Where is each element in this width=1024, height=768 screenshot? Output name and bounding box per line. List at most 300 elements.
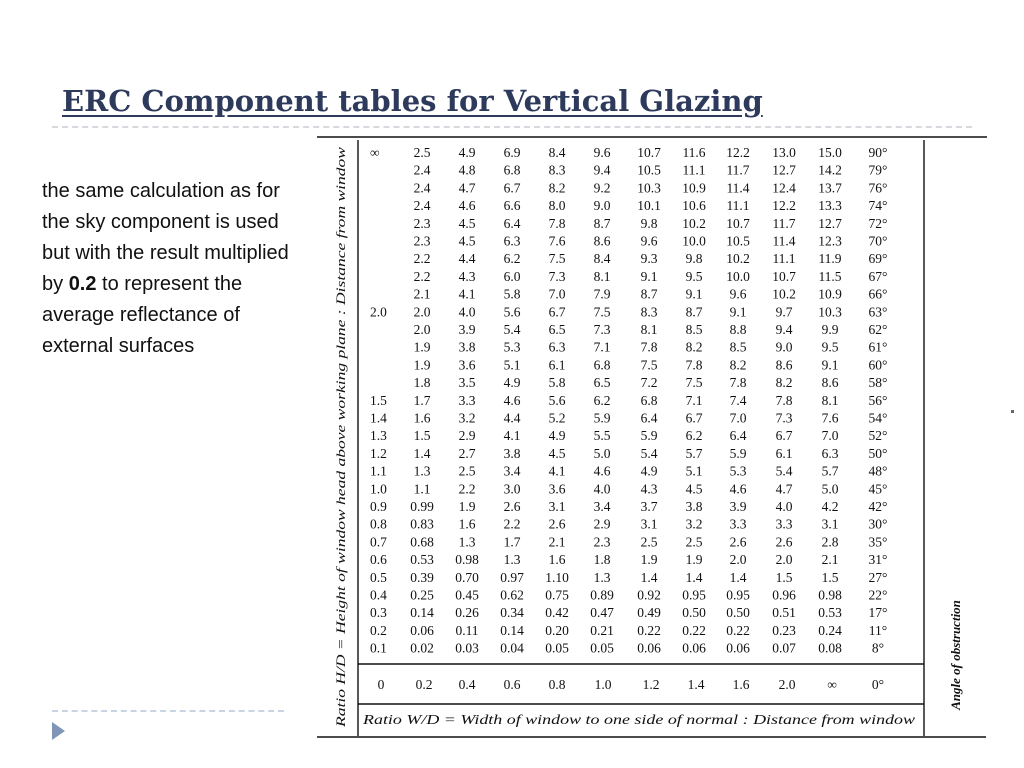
erc-value-cell: 13.7 — [818, 180, 842, 196]
erc-value-cell: 6.6 — [503, 198, 521, 214]
erc-value-cell: 6.0 — [503, 268, 521, 284]
erc-value-cell: 5.4 — [503, 322, 521, 337]
erc-value-cell: 11.9 — [818, 251, 842, 267]
erc-value-cell: 0.96 — [772, 587, 796, 603]
hd-ratio-cell: 1.2 — [370, 445, 387, 461]
erc-value-cell: 8.6 — [593, 233, 611, 249]
erc-value-cell: 8.3 — [640, 304, 658, 320]
erc-value-cell: 4.8 — [458, 162, 476, 178]
erc-value-cell: 5.7 — [821, 463, 839, 479]
erc-value-cell: 6.3 — [821, 445, 839, 461]
erc-value-cell: 4.6 — [593, 463, 611, 479]
table-row — [414, 375, 888, 390]
erc-value-cell: 5.4 — [640, 445, 658, 461]
erc-value-cell: 3.8 — [503, 445, 521, 461]
erc-value-cell: 0.49 — [637, 605, 661, 621]
table-row — [370, 411, 887, 426]
erc-value-cell: 10.9 — [682, 180, 706, 196]
erc-value-cell: 6.3 — [548, 339, 566, 355]
erc-value-cell: 6.4 — [503, 215, 521, 231]
erc-value-cell: 2.8 — [821, 534, 839, 550]
column-header-row — [378, 677, 884, 692]
erc-value-cell: 0.06 — [726, 640, 750, 656]
erc-value-cell: 3.6 — [458, 357, 476, 373]
erc-value-cell: 0.02 — [410, 640, 434, 656]
angle-cell: 70° — [868, 233, 888, 249]
erc-value-cell: 0.42 — [545, 605, 569, 621]
erc-value-cell: 8.1 — [593, 268, 611, 284]
erc-value-cell: 10.1 — [637, 198, 661, 214]
erc-value-cell: 9.6 — [640, 233, 658, 249]
angle-cell: 35° — [868, 534, 888, 550]
erc-value-cell: 11.4 — [726, 180, 750, 196]
table-row — [370, 570, 887, 585]
erc-value-cell: 10.6 — [682, 198, 706, 214]
erc-value-cell: 2.6 — [503, 499, 521, 514]
erc-value-cell: 8.6 — [775, 357, 793, 373]
erc-value-cell: 7.4 — [729, 392, 747, 408]
erc-value-cell: 3.6 — [548, 481, 566, 497]
erc-value-cell: 1.5 — [775, 569, 793, 585]
erc-value-cell: 2.2 — [503, 516, 521, 532]
erc-value-cell: 8.2 — [775, 375, 793, 391]
erc-value-cell: 9.0 — [593, 198, 611, 214]
angle-cell: 52° — [868, 428, 888, 444]
table-row — [370, 428, 887, 443]
erc-value-cell: 0.22 — [682, 622, 706, 638]
erc-value-cell: 5.8 — [548, 375, 566, 391]
erc-value-cell: 4.4 — [458, 251, 476, 267]
erc-value-cell: 2.9 — [593, 516, 611, 532]
angle-cell: 74° — [868, 198, 888, 214]
erc-value-cell: 6.7 — [548, 304, 566, 320]
erc-value-cell: 5.0 — [821, 481, 839, 497]
erc-value-cell: 8.4 — [548, 145, 566, 160]
erc-value-cell: 8.7 — [685, 304, 703, 320]
erc-value-cell: 0.99 — [410, 499, 434, 514]
wd-ratio-header: 1.4 — [687, 677, 705, 692]
erc-value-cell: 11.1 — [682, 162, 706, 178]
angle-cell: 62° — [868, 322, 888, 337]
erc-value-cell: 2.6 — [775, 534, 793, 550]
erc-value-cell: 1.9 — [685, 552, 703, 568]
angle-cell: 31° — [868, 552, 888, 568]
erc-value-cell: 7.0 — [729, 410, 747, 426]
erc-value-cell: 6.5 — [593, 375, 611, 391]
erc-value-cell: 3.8 — [458, 339, 476, 355]
erc-value-cell: 0.11 — [455, 622, 479, 638]
erc-value-cell: 4.1 — [548, 463, 566, 479]
erc-value-cell: 2.9 — [458, 428, 476, 444]
erc-value-cell: 4.0 — [593, 481, 611, 497]
wd-ratio-header: 1.2 — [642, 677, 660, 692]
erc-value-cell: 9.6 — [729, 286, 747, 302]
erc-value-cell: 1.3 — [503, 552, 521, 568]
erc-value-cell: 12.2 — [772, 198, 796, 214]
footer-divider — [52, 710, 284, 712]
erc-value-cell: 9.7 — [775, 304, 793, 320]
table-row — [370, 534, 887, 549]
table-body — [370, 145, 887, 656]
erc-value-cell: 10.2 — [682, 215, 706, 231]
erc-value-cell: 1.9 — [413, 357, 431, 373]
angle-cell: 60° — [868, 357, 888, 373]
erc-value-cell: 2.1 — [821, 552, 839, 568]
erc-value-cell: 1.3 — [458, 534, 476, 550]
erc-value-cell: 6.1 — [548, 357, 566, 373]
angle-cell: 50° — [868, 445, 888, 461]
erc-value-cell: 3.0 — [503, 481, 521, 497]
erc-value-cell: 10.3 — [637, 180, 661, 196]
erc-value-cell: 0.98 — [455, 552, 479, 568]
erc-value-cell: 6.7 — [503, 180, 521, 196]
erc-value-cell: 11.6 — [682, 145, 706, 160]
erc-value-cell: 0.51 — [772, 605, 796, 621]
erc-value-cell: 9.8 — [685, 251, 703, 267]
erc-value-cell: 1.7 — [503, 534, 521, 550]
erc-value-cell: 9.6 — [593, 145, 611, 160]
erc-value-cell: 10.7 — [637, 145, 661, 160]
erc-value-cell: 4.0 — [458, 304, 476, 320]
table-row — [414, 216, 888, 231]
angle-cell: 8° — [871, 640, 885, 656]
erc-value-cell: 9.0 — [775, 339, 793, 355]
erc-value-cell: 1.9 — [458, 499, 476, 514]
erc-value-cell: 0.24 — [818, 622, 842, 638]
erc-value-cell: 3.1 — [640, 516, 658, 532]
angle-cell: 69° — [868, 251, 888, 267]
erc-value-cell: 7.8 — [685, 357, 703, 373]
erc-value-cell: 8.5 — [685, 322, 703, 337]
erc-value-cell: 0.95 — [682, 587, 706, 603]
erc-value-cell: 6.2 — [685, 428, 703, 444]
erc-value-cell: 2.3 — [413, 215, 431, 231]
erc-value-cell: 4.0 — [775, 499, 793, 514]
erc-value-cell: 6.9 — [503, 145, 521, 160]
erc-value-cell: 7.1 — [685, 392, 703, 408]
erc-value-cell: 0.14 — [410, 605, 434, 621]
erc-value-cell: 0.83 — [410, 516, 434, 532]
erc-value-cell: 2.0 — [775, 552, 793, 568]
angle-cell: 54° — [868, 410, 888, 426]
erc-value-cell: 3.3 — [775, 516, 793, 532]
erc-value-cell: 6.8 — [640, 392, 658, 408]
erc-value-cell: 9.4 — [593, 162, 611, 178]
erc-value-cell: 7.0 — [548, 286, 566, 302]
erc-value-cell: 0.70 — [455, 569, 479, 585]
hd-ratio-cell: 2.0 — [370, 304, 387, 320]
table-row — [370, 393, 887, 408]
table-row — [414, 287, 888, 302]
erc-value-cell: 8.6 — [821, 375, 839, 391]
body-text-part-1: the same calculation as for the sky component is used but with the result multiplied by — [42, 180, 289, 295]
hd-ratio-cell: 1.1 — [370, 463, 387, 479]
erc-value-cell: 5.9 — [593, 410, 611, 426]
erc-value-cell: 2.0 — [413, 304, 431, 320]
angle-header: 0° — [871, 677, 885, 692]
erc-value-cell: 7.3 — [548, 268, 566, 284]
erc-value-cell: 10.2 — [726, 251, 750, 267]
erc-value-cell: 7.5 — [685, 375, 703, 391]
erc-value-cell: 4.4 — [503, 410, 521, 426]
erc-value-cell: 0.75 — [545, 587, 569, 603]
erc-value-cell: 0.50 — [682, 605, 706, 621]
erc-value-cell: 3.4 — [503, 463, 521, 479]
erc-value-cell: 7.6 — [548, 233, 566, 249]
erc-value-cell: 2.5 — [413, 145, 431, 160]
erc-value-cell: 4.5 — [548, 445, 566, 461]
erc-value-cell: 9.1 — [821, 357, 839, 373]
wd-ratio-header: 0 — [377, 677, 385, 692]
erc-value-cell: 10.7 — [772, 268, 796, 284]
erc-value-cell: 10.2 — [772, 286, 796, 302]
angle-cell: 90° — [868, 145, 888, 160]
erc-value-cell: 10.5 — [637, 162, 661, 178]
erc-value-cell: 5.8 — [503, 286, 521, 302]
erc-value-cell: 1.6 — [458, 516, 476, 532]
erc-value-cell: 10.9 — [818, 286, 842, 302]
erc-value-cell: 3.9 — [458, 322, 476, 337]
erc-value-cell: 7.6 — [821, 410, 839, 426]
erc-value-cell: 5.5 — [593, 428, 611, 444]
erc-value-cell: 8.1 — [640, 322, 658, 337]
angle-cell: 66° — [868, 286, 888, 302]
erc-value-cell: 3.1 — [821, 516, 839, 532]
erc-value-cell: 11.4 — [772, 233, 796, 249]
erc-value-cell: 7.0 — [821, 428, 839, 444]
erc-value-cell: 1.1 — [413, 481, 431, 497]
erc-value-cell: 7.1 — [593, 339, 611, 355]
hd-ratio-cell: 0.6 — [370, 552, 387, 568]
erc-value-cell: 4.6 — [503, 392, 521, 408]
erc-value-cell: 0.62 — [500, 587, 524, 603]
erc-value-cell: 6.2 — [503, 251, 521, 267]
erc-value-cell: 4.2 — [821, 499, 839, 514]
erc-value-cell: 5.6 — [548, 392, 566, 408]
angle-cell: 17° — [868, 605, 888, 621]
wd-ratio-header: 0.8 — [548, 677, 566, 692]
erc-value-cell: 0.34 — [500, 605, 524, 621]
wd-ratio-header: 0.6 — [503, 677, 521, 692]
erc-value-cell: 0.22 — [637, 622, 661, 638]
erc-value-cell: 0.98 — [818, 587, 842, 603]
erc-value-cell: 4.5 — [685, 481, 703, 497]
angle-cell: 61° — [868, 339, 888, 355]
erc-value-cell: 6.7 — [685, 410, 703, 426]
erc-value-cell: 3.1 — [548, 499, 566, 514]
erc-value-cell: 0.06 — [410, 622, 434, 638]
erc-value-cell: 6.2 — [593, 392, 611, 408]
erc-value-cell: 15.0 — [818, 145, 842, 160]
triangle-bullet-icon — [52, 722, 65, 740]
angle-cell: 58° — [868, 375, 888, 391]
erc-value-cell: 9.1 — [729, 304, 747, 320]
wd-ratio-header: 0.4 — [458, 677, 476, 692]
erc-value-cell: 0.05 — [545, 640, 569, 656]
angle-cell: 22° — [868, 587, 888, 603]
hd-ratio-cell: 0.1 — [370, 640, 387, 656]
erc-value-cell: 5.1 — [503, 357, 521, 373]
erc-value-cell: 11.1 — [772, 251, 796, 267]
erc-value-cell: 10.0 — [682, 233, 706, 249]
stray-dot — [1011, 410, 1014, 413]
erc-value-cell: 1.8 — [593, 552, 611, 568]
hd-ratio-cell: 0.8 — [370, 516, 387, 532]
table-row — [414, 322, 888, 337]
erc-value-cell: 2.1 — [413, 286, 431, 302]
hd-ratio-cell: 1.5 — [370, 392, 387, 408]
erc-value-cell: 7.3 — [593, 322, 611, 337]
erc-value-cell: 2.1 — [548, 534, 566, 550]
erc-value-cell: 8.7 — [593, 215, 611, 231]
wd-ratio-header: 1.6 — [732, 677, 750, 692]
erc-value-cell: 1.3 — [413, 463, 431, 479]
erc-value-cell: 0.21 — [590, 622, 614, 638]
angle-cell: 79° — [868, 162, 888, 178]
angle-cell: 27° — [868, 569, 888, 585]
erc-value-cell: 14.2 — [818, 162, 842, 178]
table-row — [414, 357, 888, 372]
erc-value-cell: 8.8 — [729, 322, 747, 337]
erc-value-cell: 12.7 — [772, 162, 796, 178]
erc-value-cell: 0.06 — [682, 640, 706, 656]
erc-value-cell: 12.7 — [818, 215, 842, 231]
erc-value-cell: 5.9 — [640, 428, 658, 444]
erc-value-cell: 7.8 — [775, 392, 793, 408]
table-row — [370, 552, 887, 567]
table-row — [414, 251, 888, 266]
table-row — [414, 234, 888, 249]
erc-value-cell: 0.50 — [726, 605, 750, 621]
erc-value-cell: 7.8 — [729, 375, 747, 391]
slide-title: ERC Component tables for Vertical Glazing — [62, 84, 763, 118]
table-row — [370, 304, 887, 319]
angle-cell: 56° — [868, 392, 888, 408]
erc-value-cell: 12.2 — [726, 145, 750, 160]
erc-value-cell: 8.1 — [821, 392, 839, 408]
erc-value-cell: 5.4 — [775, 463, 793, 479]
erc-value-cell: 1.4 — [413, 445, 431, 461]
erc-value-cell: 11.1 — [726, 198, 750, 214]
erc-value-cell: 8.0 — [548, 198, 566, 214]
erc-value-cell: 0.14 — [500, 622, 524, 638]
erc-value-cell: 4.7 — [775, 481, 793, 497]
table-row — [370, 464, 887, 479]
erc-value-cell: 9.1 — [640, 268, 658, 284]
erc-value-cell: 10.5 — [726, 233, 750, 249]
erc-value-cell: 0.68 — [410, 534, 434, 550]
erc-value-cell: 0.25 — [410, 587, 434, 603]
row-axis-label: Ratio H/D = Height of window head above working plane : Distance from window — [333, 296, 348, 727]
table-row — [414, 180, 888, 195]
erc-value-cell: 0.04 — [500, 640, 524, 656]
erc-value-cell: 7.8 — [640, 339, 658, 355]
erc-value-cell: 2.7 — [458, 445, 476, 461]
erc-value-cell: 0.97 — [500, 569, 524, 585]
erc-value-cell: 5.3 — [729, 463, 747, 479]
erc-value-cell: 0.39 — [410, 569, 434, 585]
body-text-part-2: to represent the average reflectance of external surfaces — [42, 273, 243, 357]
hd-ratio-cell: 0.5 — [370, 569, 387, 585]
erc-value-cell: 1.6 — [413, 410, 431, 426]
erc-value-cell: 11.7 — [726, 162, 750, 178]
col-axis-label: Ratio W/D = Width of window to one side of normal : Distance from window — [361, 713, 916, 728]
angle-cell: 42° — [868, 499, 888, 514]
erc-value-cell: 3.2 — [458, 410, 476, 426]
hd-ratio-cell: 0.3 — [370, 605, 387, 621]
erc-value-cell: 7.8 — [548, 215, 566, 231]
erc-value-cell: 0.47 — [590, 605, 614, 621]
angle-axis-label: Angle of obstruction — [948, 600, 963, 710]
table-row — [370, 605, 887, 620]
erc-value-cell: 0.45 — [455, 587, 479, 603]
erc-value-cell: 4.9 — [458, 145, 476, 160]
erc-value-cell: 5.3 — [503, 339, 521, 355]
erc-value-cell: 4.5 — [458, 215, 476, 231]
erc-value-cell: 0.08 — [818, 640, 842, 656]
erc-value-cell: 3.7 — [640, 499, 658, 514]
erc-value-cell: 1.6 — [548, 552, 566, 568]
erc-value-cell: 8.4 — [593, 251, 611, 267]
erc-value-cell: 0.22 — [726, 622, 750, 638]
erc-value-cell: 5.0 — [593, 445, 611, 461]
erc-value-cell: 1.7 — [413, 392, 431, 408]
table-row — [414, 198, 888, 213]
erc-value-cell: 8.7 — [640, 286, 658, 302]
angle-cell: 63° — [868, 304, 888, 320]
erc-value-cell: 0.95 — [726, 587, 750, 603]
hd-ratio-cell: 1.4 — [370, 410, 387, 426]
erc-value-cell: 0.53 — [818, 605, 842, 621]
erc-value-cell: 9.9 — [821, 322, 839, 337]
wd-ratio-header: ∞ — [827, 677, 837, 692]
angle-cell: 72° — [868, 215, 888, 231]
table-row — [370, 517, 887, 532]
erc-value-cell: 4.9 — [640, 463, 658, 479]
erc-value-cell: 9.4 — [775, 322, 793, 337]
erc-value-cell: 1.5 — [413, 428, 431, 444]
hd-ratio-cell: 0.9 — [370, 499, 387, 514]
erc-value-cell: 3.5 — [458, 375, 476, 391]
erc-value-cell: 8.2 — [685, 339, 703, 355]
angle-cell: 76° — [868, 180, 888, 196]
erc-value-cell: 0.23 — [772, 622, 796, 638]
erc-value-cell: 10.7 — [726, 215, 750, 231]
erc-value-cell: 10.0 — [726, 268, 750, 284]
erc-value-cell: 4.3 — [640, 481, 658, 497]
erc-value-cell: 4.9 — [503, 375, 521, 391]
erc-value-cell: 6.4 — [640, 410, 658, 426]
hd-ratio-cell: 0.7 — [370, 534, 387, 550]
angle-cell: 30° — [868, 516, 888, 532]
erc-value-cell: 7.9 — [593, 286, 611, 302]
erc-value-cell: 13.3 — [818, 198, 842, 214]
erc-value-cell: 0.53 — [410, 552, 434, 568]
hd-ratio-cell: 0.2 — [370, 622, 387, 638]
erc-value-cell: 2.4 — [413, 162, 431, 178]
hd-ratio-cell: ∞ — [370, 145, 380, 160]
erc-value-cell: 9.5 — [821, 339, 839, 355]
erc-value-cell: 0.92 — [637, 587, 661, 603]
erc-value-cell: 3.8 — [685, 499, 703, 514]
angle-cell: 11° — [868, 622, 888, 638]
erc-value-cell: 9.3 — [640, 251, 658, 267]
erc-value-cell: 1.4 — [640, 569, 658, 585]
table-row — [370, 499, 887, 514]
erc-value-cell: 7.5 — [593, 304, 611, 320]
erc-value-cell: 2.0 — [413, 322, 431, 337]
angle-cell: 67° — [868, 268, 888, 284]
